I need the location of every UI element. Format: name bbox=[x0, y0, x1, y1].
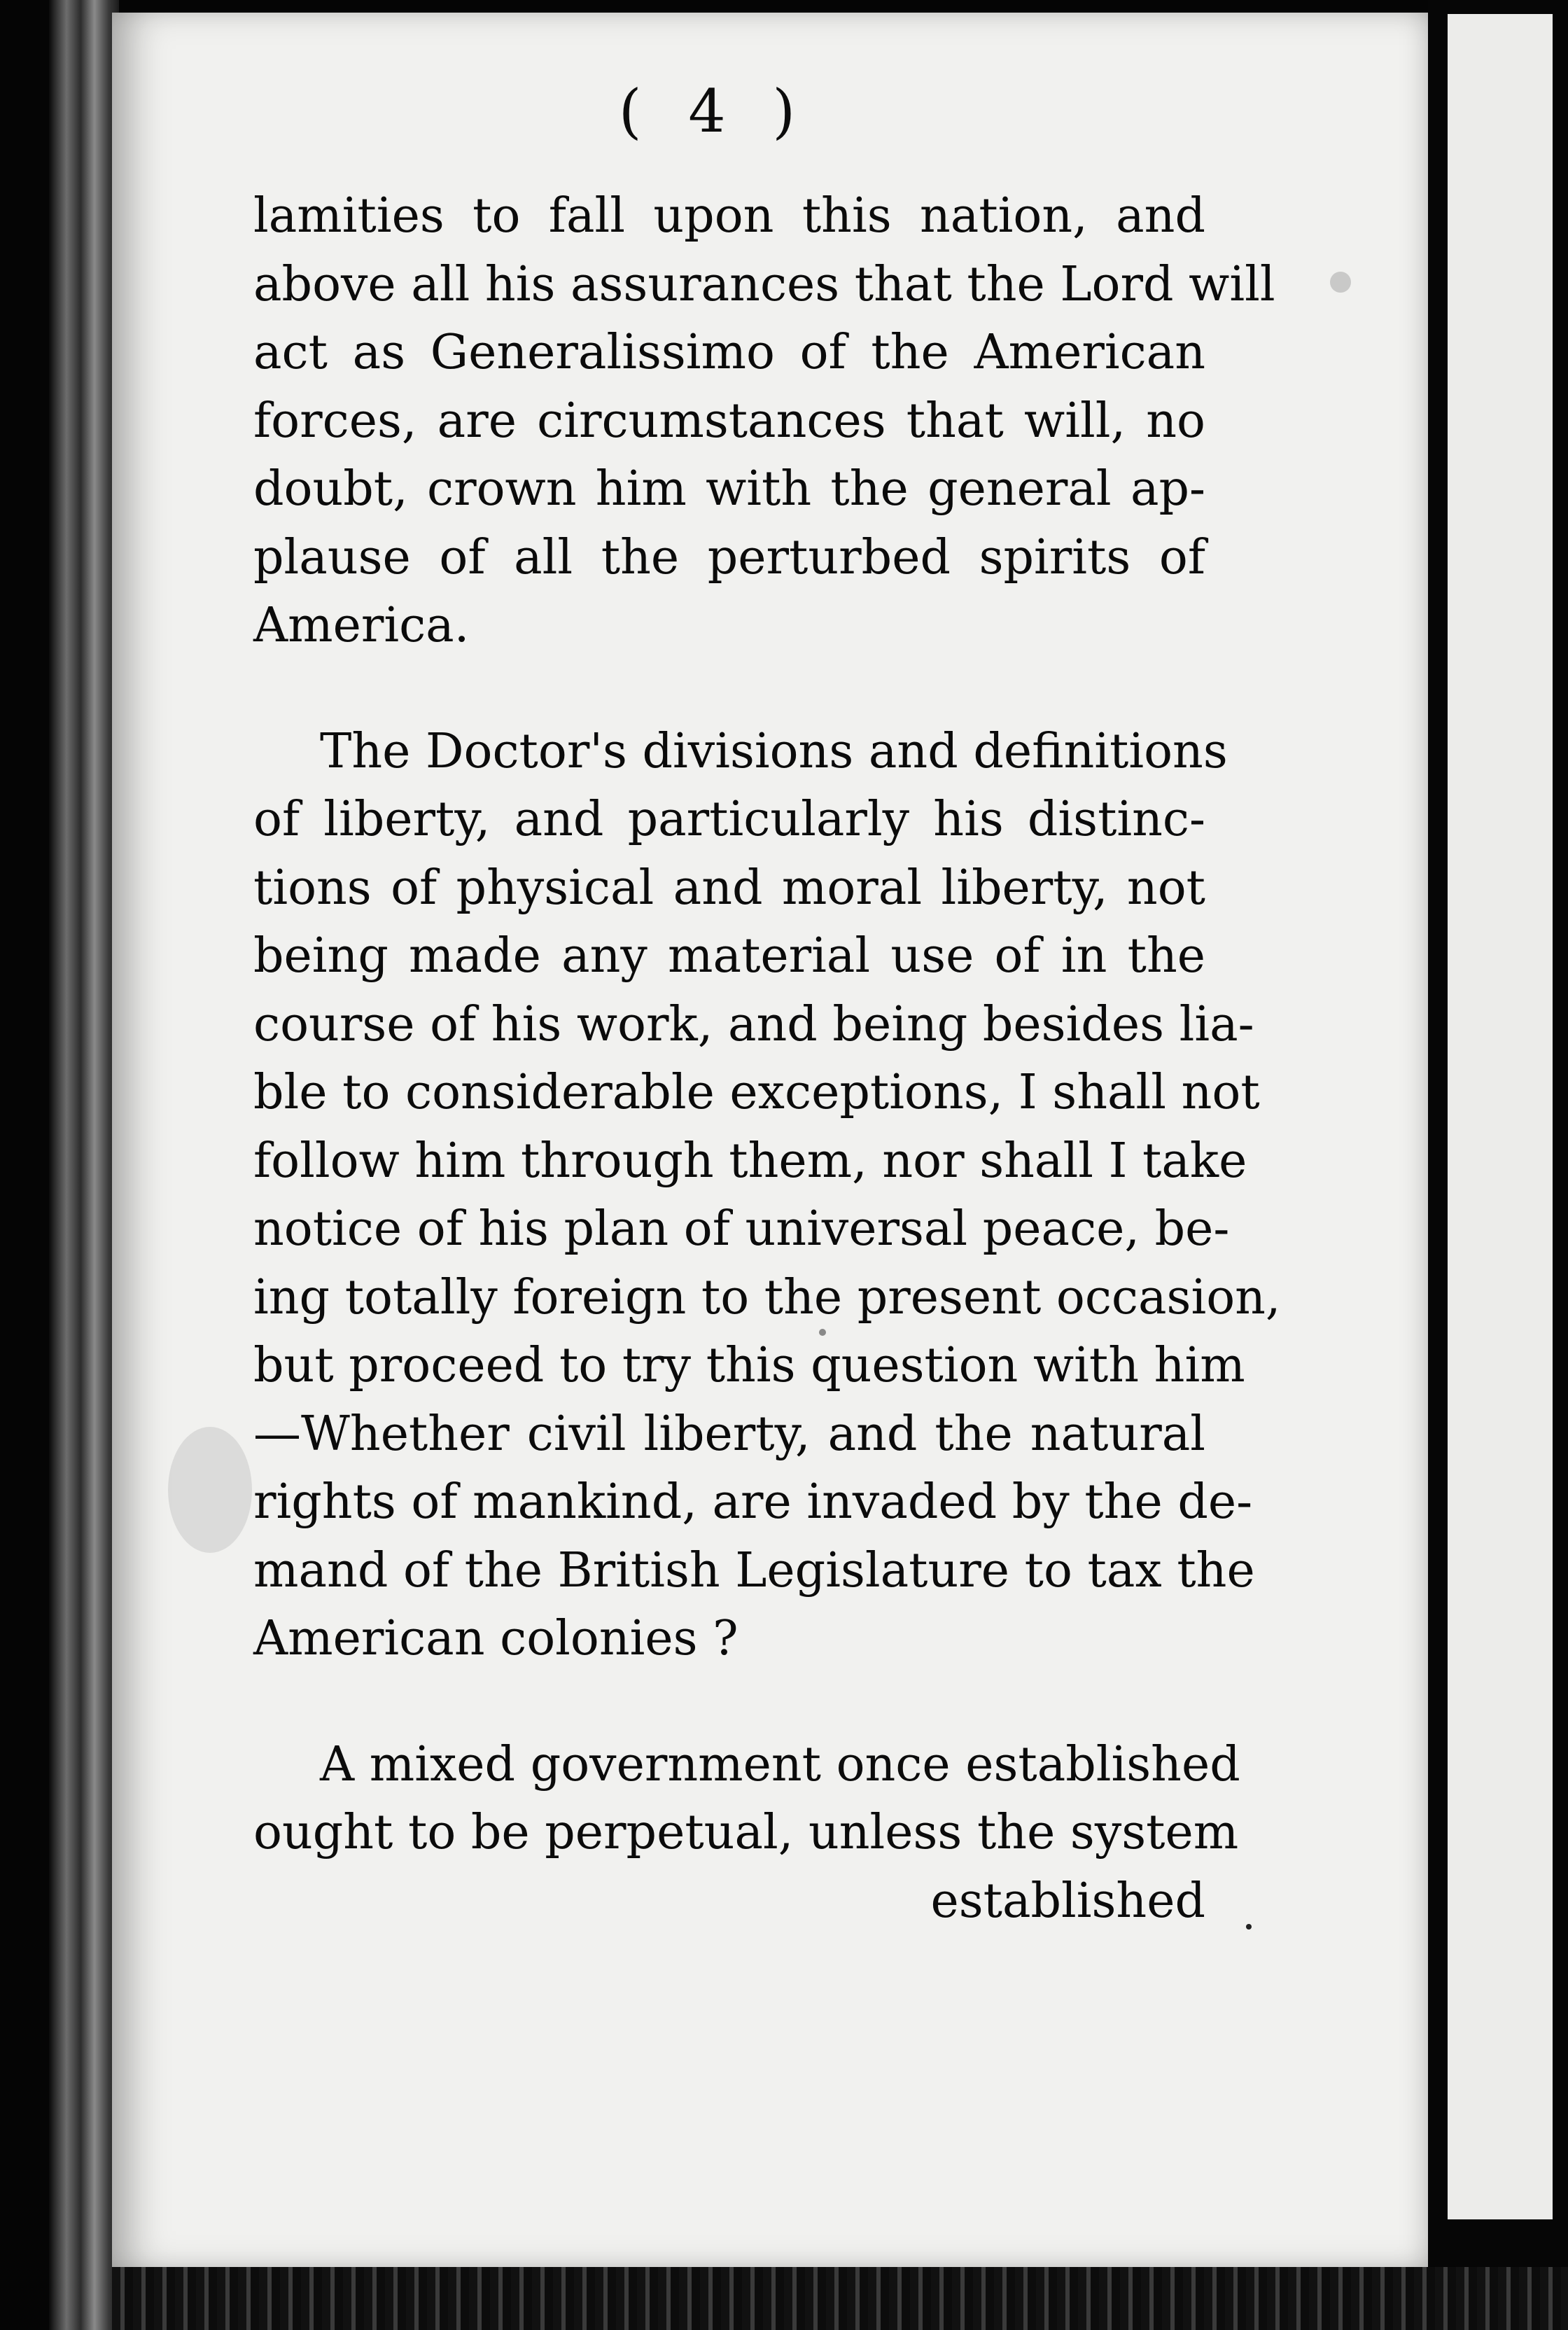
page-number: ( 4 ) bbox=[618, 77, 810, 146]
text-line: course of his work, and being besides lia- bbox=[253, 996, 1254, 1052]
text-line: follow him through them, nor shall I take bbox=[253, 1133, 1247, 1189]
ink-speck bbox=[1330, 272, 1351, 293]
text-line: of liberty, and particularly his distinc- bbox=[253, 792, 1205, 847]
text-line: above all his assurances that the Lord will bbox=[253, 256, 1275, 312]
ink-speck bbox=[1246, 1924, 1252, 1930]
text-line: ought to be perpetual, unless the system bbox=[253, 1805, 1239, 1860]
text-line: ing totally foreign to the present occasion, bbox=[253, 1269, 1281, 1325]
text-line: —Whether civil liberty, and the natural bbox=[253, 1406, 1205, 1462]
text-line: but proceed to try this question with him bbox=[253, 1338, 1245, 1393]
catchword: established bbox=[930, 1873, 1205, 1929]
text-line: notice of his plan of universal peace, be- bbox=[253, 1201, 1230, 1257]
paragraph-1 bbox=[253, 182, 1275, 660]
facing-page-edge bbox=[1448, 14, 1553, 2219]
text-line: American colonies ? bbox=[253, 1611, 738, 1666]
body-text bbox=[253, 182, 1281, 1935]
text-line: mand of the British Legislature to tax the bbox=[253, 1542, 1255, 1598]
text-line: A mixed government once established bbox=[320, 1736, 1240, 1792]
text-line: being made any material use of in the bbox=[253, 928, 1205, 984]
text-line: rights of mankind, are invaded by the de- bbox=[253, 1474, 1253, 1530]
paragraph-3 bbox=[253, 1731, 1240, 1936]
text-line: lamities to fall upon this nation, and bbox=[253, 188, 1205, 244]
text-line: act as Generalissimo of the American bbox=[253, 325, 1205, 380]
page-stack-edge bbox=[112, 2267, 1568, 2330]
text-line: forces, are circumstances that will, no bbox=[253, 393, 1205, 449]
text-line: plause of all the perturbed spirits of bbox=[253, 529, 1205, 585]
book-binding-edge bbox=[49, 0, 119, 2330]
paragraph-2 bbox=[253, 718, 1281, 1673]
ink-speck bbox=[168, 1427, 252, 1553]
text-line: The Doctor's divisions and definitions bbox=[320, 723, 1228, 779]
text-line: America. bbox=[253, 598, 470, 653]
text-line: tions of physical and moral liberty, not bbox=[253, 860, 1205, 916]
text-line: ble to considerable exceptions, I shall not bbox=[253, 1065, 1260, 1120]
text-line: doubt, crown him with the general ap- bbox=[253, 461, 1205, 517]
